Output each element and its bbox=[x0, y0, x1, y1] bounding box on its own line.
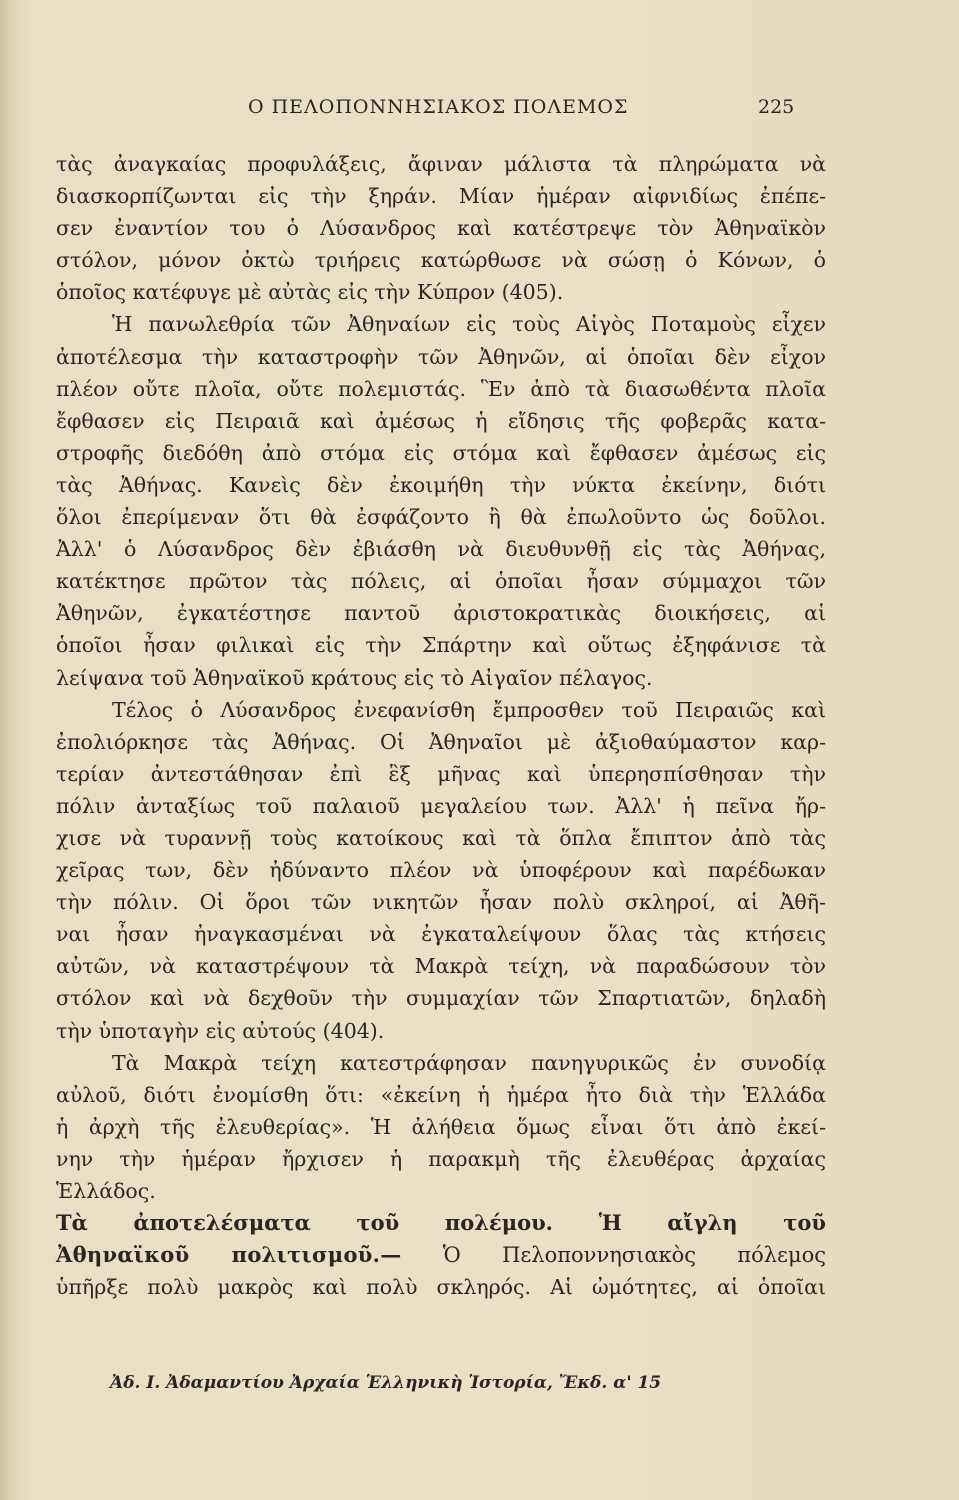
section-heading-continued bbox=[56, 1239, 826, 1271]
text-line: χεῖρας των, δὲν ἠδύναντο πλέον νὰ ὑποφέρουν καὶ παρέδωκαν bbox=[56, 858, 826, 883]
text-line: τερίαν ἀντεστάθησαν ἐπὶ ἓξ μῆνας καὶ ὑπερησπίσθησαν τὴν bbox=[56, 761, 826, 786]
text-line: πόλιν ἀνταξίως τοῦ παλαιοῦ μεγαλείου των. Ἀλλ' ἡ πεῖνα ἤρ- bbox=[56, 793, 826, 818]
text-line: χισε νὰ τυραννῇ τοὺς κατοίκους καὶ τὰ ὅπλα ἔπιπτον ἀπὸ τὰς bbox=[56, 825, 826, 850]
text-line: Ἑλλάδος. bbox=[56, 1179, 156, 1203]
text-line: ἔφθασεν εἰς Πειραιᾶ καὶ ἀμέσως ἡ εἴδησις τῆς φοβερᾶς κατα- bbox=[56, 408, 826, 433]
running-title: Ο ΠΕΛΟΠΟΝΝΗΣΙΑΚΟΣ ΠΟΛΕΜΟΣ bbox=[248, 96, 629, 118]
text-line: ἀποτέλεσμα τὴν καταστροφὴν τῶν Ἀθηνῶν, αἱ ὁποῖαι δὲν εἶχον bbox=[56, 344, 826, 369]
text-line: διασκορπίζωνται εἰς τὴν ξηράν. Μίαν ἡμέραν αἰφνιδίως ἐπέπε- bbox=[56, 184, 826, 209]
text-line: Ἡ πανωλεθρία τῶν Ἀθηναίων εἰς τοὺς Αἰγὸς Ποταμοὺς εἶχεν bbox=[112, 312, 826, 337]
text-line: λείψανα τοῦ Ἀθηναϊκοῦ κράτους εἰς τὸ Αἰγαῖον πέλαγος. bbox=[56, 665, 653, 690]
text-line: τὴν ὑποταγὴν εἰς αὐτούς (404). bbox=[56, 1018, 385, 1043]
text-line: τὰς ἀναγκαίας προφυλάξεις, ἄφιναν μάλιστα τὰ πληρώματα νὰ bbox=[56, 152, 826, 176]
text-line: αὐτῶν, νὰ καταστρέψουν τὰ Μακρὰ τείχη, νὰ παραδώσουν τὸν bbox=[56, 954, 826, 979]
text-line: τὴν πόλιν. Οἱ ὅροι τῶν νικητῶν ἦσαν πολὺ σκληροί, αἱ Ἀθῆ- bbox=[56, 890, 826, 915]
text-line: αὐλοῦ, διότι ἐνομίσθη ὅτι: «ἐκείνη ἡ ἡμέρα ἦτο διὰ τὴν Ἑλλάδα bbox=[56, 1082, 826, 1107]
page-number: 225 bbox=[758, 96, 795, 118]
text-line: ναι ἦσαν ἠναγκασμέναι νὰ ἐγκαταλείψουν ὅλας τὰς κτήσεις bbox=[56, 922, 826, 947]
footnote: Ἀδ. Ι. Ἀδαμαντίου Ἀρχαία Ἑλληνικὴ Ἱστορία, Ἔκδ. α' 15 bbox=[110, 1373, 662, 1393]
text-line: στόλον καὶ νὰ δεχθοῦν τὴν συμμαχίαν τῶν Σπαρτιατῶν, δηλαδὴ bbox=[56, 986, 826, 1011]
section-heading-end: Ἀθηναϊκοῦ πολιτισμοῦ.— bbox=[56, 1242, 402, 1268]
text-line: νην τὴν ἡμέραν ἤρχισεν ἡ παρακμὴ τῆς ἐλευθέρας ἀρχαίας bbox=[56, 1146, 826, 1171]
text-line: ὅλοι ἐπερίμεναν ὅτι θὰ ἐσφάζοντο ἢ θὰ ἐπωλοῦντο ὡς δοῦλοι. bbox=[56, 505, 826, 530]
text-line: Ἀλλ' ὁ Λύσανδρος δὲν ἐβιάσθη νὰ διευθυνθῇ εἰς τὰς Ἀθήνας, bbox=[56, 537, 826, 562]
section-text-start: Ὁ Πελοποννησιακὸς πόλεμος bbox=[401, 1243, 826, 1268]
text-line: στροφῆς διεδόθη ἀπὸ στόμα εἰς στόμα καὶ ἔφθασεν ἀμέσως εἰς bbox=[56, 440, 826, 465]
text-line: κατέκτησε πρῶτον τὰς πόλεις, αἱ ὁποῖαι ἦσαν σύμμαχοι τῶν bbox=[56, 569, 826, 594]
text-line: ὁποῖοι ἦσαν φιλικαὶ εἰς τὴν Σπάρτην καὶ οὕτως ἐξηφάνισε τὰ bbox=[56, 633, 826, 658]
text-line: ὑπῆρξε πολὺ μακρὸς καὶ πολὺ σκληρός. Αἱ ὠμότητες, αἱ ὁποῖαι bbox=[56, 1275, 826, 1300]
text-line: Τέλος ὁ Λύσανδρος ἐνεφανίσθη ἔμπροσθεν τοῦ Πειραιῶς καὶ bbox=[112, 697, 826, 722]
text-line: Ἀθηνῶν, ἐγκατέστησε παντοῦ ἀριστοκρατικὰς διοικήσεις, αἱ bbox=[56, 601, 826, 626]
page-header bbox=[0, 96, 959, 126]
text-line: Τὰ Μακρὰ τείχη κατεστράφησαν πανηγυρικῶς ἐν συνοδίᾳ bbox=[112, 1050, 826, 1075]
text-line: ἡ ἀρχὴ τῆς ἐλευθερίας». Ἡ ἀλήθεια ὅμως εἶναι ὅτι ἀπὸ ἐκεί- bbox=[56, 1114, 826, 1139]
section-heading: Τὰ ἀποτελέσματα τοῦ πολέμου. Ἡ αἴγλη τοῦ bbox=[56, 1210, 826, 1236]
body-text bbox=[56, 148, 826, 1303]
text-line: σεν ἐναντίον του ὁ Λύσανδρος καὶ κατέστρεψε τὸν Ἀθηναϊκὸν bbox=[56, 216, 826, 241]
text-line: ὁποῖος κατέφυγε μὲ αὐτὰς εἰς τὴν Κύπρον (405). bbox=[56, 280, 564, 305]
text-line: τὰς Ἀθήνας. Κανεὶς δὲν ἐκοιμήθη τὴν νύκτα ἐκείνην, διότι bbox=[56, 472, 826, 497]
text-line: στόλον, μόνον ὀκτὼ τριήρεις κατώρθωσε νὰ σώσῃ ὁ Κόνων, ὁ bbox=[56, 248, 826, 273]
text-line: ἐπολιόρκησε τὰς Ἀθήνας. Οἱ Ἀθηναῖοι μὲ ἀξιοθαύμαστον καρ- bbox=[56, 729, 826, 754]
text-line: πλέον οὔτε πλοῖα, οὔτε πολεμιστάς. Ἓν ἀπὸ τὰ διασωθέντα πλοῖα bbox=[56, 376, 826, 401]
